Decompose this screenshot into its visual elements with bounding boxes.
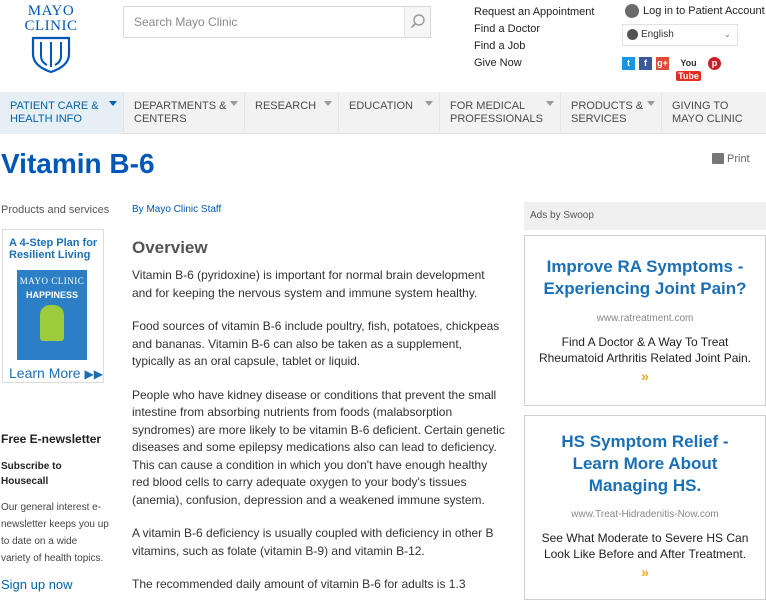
search-icon <box>405 7 431 37</box>
article-paragraph: A vitamin B-6 deficiency is usually coupled with deficiency in other B vitamins, such as folate (vitamin B-9) and vitamin B-12. <box>132 526 494 558</box>
book-cover-title: HAPPINESS <box>25 290 78 300</box>
google-plus-icon[interactable]: g+ <box>657 58 668 69</box>
nav-label: GIVING TO MAYO CLINIC <box>672 100 743 125</box>
find-job-link[interactable]: Find a Job <box>474 40 526 52</box>
search-input[interactable] <box>124 7 404 37</box>
page-title: Vitamin B-6 <box>1 148 155 179</box>
book-cover-image <box>17 270 87 360</box>
printer-icon <box>712 153 724 164</box>
chevron-down-icon: ⌄ <box>723 29 731 39</box>
nav-medical-professionals[interactable] <box>439 92 560 134</box>
patient-login-link[interactable] <box>625 4 765 18</box>
signup-link[interactable]: Sign up now <box>1 577 73 592</box>
find-doctor-link[interactable]: Find a Doctor <box>474 23 541 35</box>
dropdown-arrow-icon <box>230 101 238 106</box>
nav-research[interactable] <box>244 92 338 134</box>
dropdown-arrow-icon <box>647 101 655 106</box>
shield-logo-icon <box>29 36 73 74</box>
subscribe-description: Our general interest e-newsletter keeps you up to date on a wide variety of health topics. <box>1 502 109 564</box>
ads-label: Ads by Swoop <box>524 202 766 230</box>
language-value: English <box>641 29 674 41</box>
double-arrow-icon: ▶▶ <box>84 367 103 381</box>
user-icon <box>625 4 639 18</box>
twitter-icon[interactable]: t <box>622 57 635 70</box>
nav-products-services[interactable] <box>560 92 661 134</box>
facebook-icon[interactable]: f <box>639 57 652 70</box>
ad-card[interactable] <box>524 415 766 600</box>
ad-description: See What Moderate to Severe HS Can Look Like Before and After Treatment. <box>541 531 749 561</box>
article-body <box>132 267 506 600</box>
nav-label: PATIENT CARE & HEALTH INFO <box>10 100 99 125</box>
book-promo-heading: A 4-Step Plan for Resilient Living <box>9 237 98 261</box>
request-appointment-link[interactable]: Request an Appointment <box>474 6 595 18</box>
byline-link[interactable]: By Mayo Clinic Staff <box>132 204 222 215</box>
learn-more-label: Learn More <box>9 365 81 381</box>
newsletter-title: Free E-newsletter <box>1 432 102 446</box>
dropdown-arrow-icon <box>109 101 117 106</box>
youtube-you-text: You <box>680 58 697 69</box>
search-button[interactable] <box>404 7 430 37</box>
social-links <box>622 55 725 82</box>
ad-arrow-icon[interactable]: » <box>641 564 649 580</box>
nav-departments[interactable] <box>123 92 244 134</box>
nav-label: EDUCATION <box>349 100 413 112</box>
search-box <box>123 6 431 38</box>
utility-links <box>474 4 594 72</box>
pinterest-icon[interactable]: p <box>708 57 721 70</box>
nav-label: DEPARTMENTS & CENTERS <box>134 100 227 125</box>
nav-label: PRODUCTS & SERVICES <box>571 100 644 125</box>
logo-line-2: CLINIC <box>24 18 78 34</box>
article-paragraph: People who have kidney disease or conditions that prevent the small intestine from absorbing nutrients from foods (malabsorption syndromes) are more likely to be vitamin B-6 deficient. Certain genetic diseases and some epilepsy medications also can lead to deficiency. This can cause a condition in which you don't have enough healthy red blood cells to carry adequate oxygen to your body's tissues (anemia), confusion, depression and a weakened immune system. <box>132 387 505 507</box>
section-heading: Overview <box>132 238 208 257</box>
mayo-clinic-logo[interactable] <box>18 4 84 79</box>
ad-card[interactable] <box>524 235 766 406</box>
dropdown-arrow-icon <box>546 101 554 106</box>
article-paragraph: Vitamin B-6 (pyridoxine) is important for normal brain development and for keeping the nervous system and immune system healthy. <box>132 268 485 300</box>
book-cover-figure <box>40 305 64 341</box>
youtube-icon[interactable] <box>673 57 704 82</box>
nav-giving[interactable] <box>661 92 766 134</box>
print-label: Print <box>727 153 750 165</box>
nav-label: FOR MEDICAL PROFESSIONALS <box>450 100 543 125</box>
dropdown-arrow-icon <box>425 101 433 106</box>
subscribe-heading: Subscribe to Housecall <box>1 461 62 487</box>
youtube-tube-text: Tube <box>678 71 699 82</box>
main-navigation <box>0 92 766 134</box>
ad-url: www.Treat-Hidradenitis-Now.com <box>571 509 719 520</box>
print-button[interactable] <box>712 153 750 165</box>
nav-education[interactable] <box>338 92 439 134</box>
nav-patient-care[interactable] <box>0 92 123 134</box>
logo-line-1: MAYO <box>27 3 75 19</box>
language-select[interactable] <box>622 24 738 46</box>
globe-icon <box>627 29 638 40</box>
nav-label: RESEARCH <box>255 100 317 112</box>
article-paragraph: The recommended daily amount of vitamin B-6 for adults is 1.3 <box>132 577 466 591</box>
dropdown-arrow-icon <box>324 101 332 106</box>
book-cover-brand: MAYO CLINIC <box>19 276 85 286</box>
ad-arrow-icon[interactable]: » <box>641 368 649 384</box>
ad-url: www.ratreatment.com <box>596 313 694 324</box>
article-paragraph: Food sources of vitamin B-6 include poultry, fish, potatoes, chickpeas and bananas. Vitamin B-6 can also be taken as a supplement, typically as an oral capsule, tablet or liquid. <box>132 319 500 368</box>
give-now-link[interactable]: Give Now <box>474 57 522 69</box>
learn-more-link[interactable] <box>9 365 103 381</box>
book-promo[interactable] <box>2 229 104 383</box>
ad-headline[interactable]: Improve RA Symptoms - Experiencing Joint Pain? <box>543 257 747 298</box>
ad-description: Find A Doctor & A Way To Treat Rheumatoid Arthritis Related Joint Pain. <box>538 335 752 365</box>
login-label: Log in to Patient Account <box>643 5 765 17</box>
products-services-label: Products and services <box>1 204 110 216</box>
ad-headline[interactable]: HS Symptom Relief - Learn More About Managing HS. <box>561 432 729 495</box>
